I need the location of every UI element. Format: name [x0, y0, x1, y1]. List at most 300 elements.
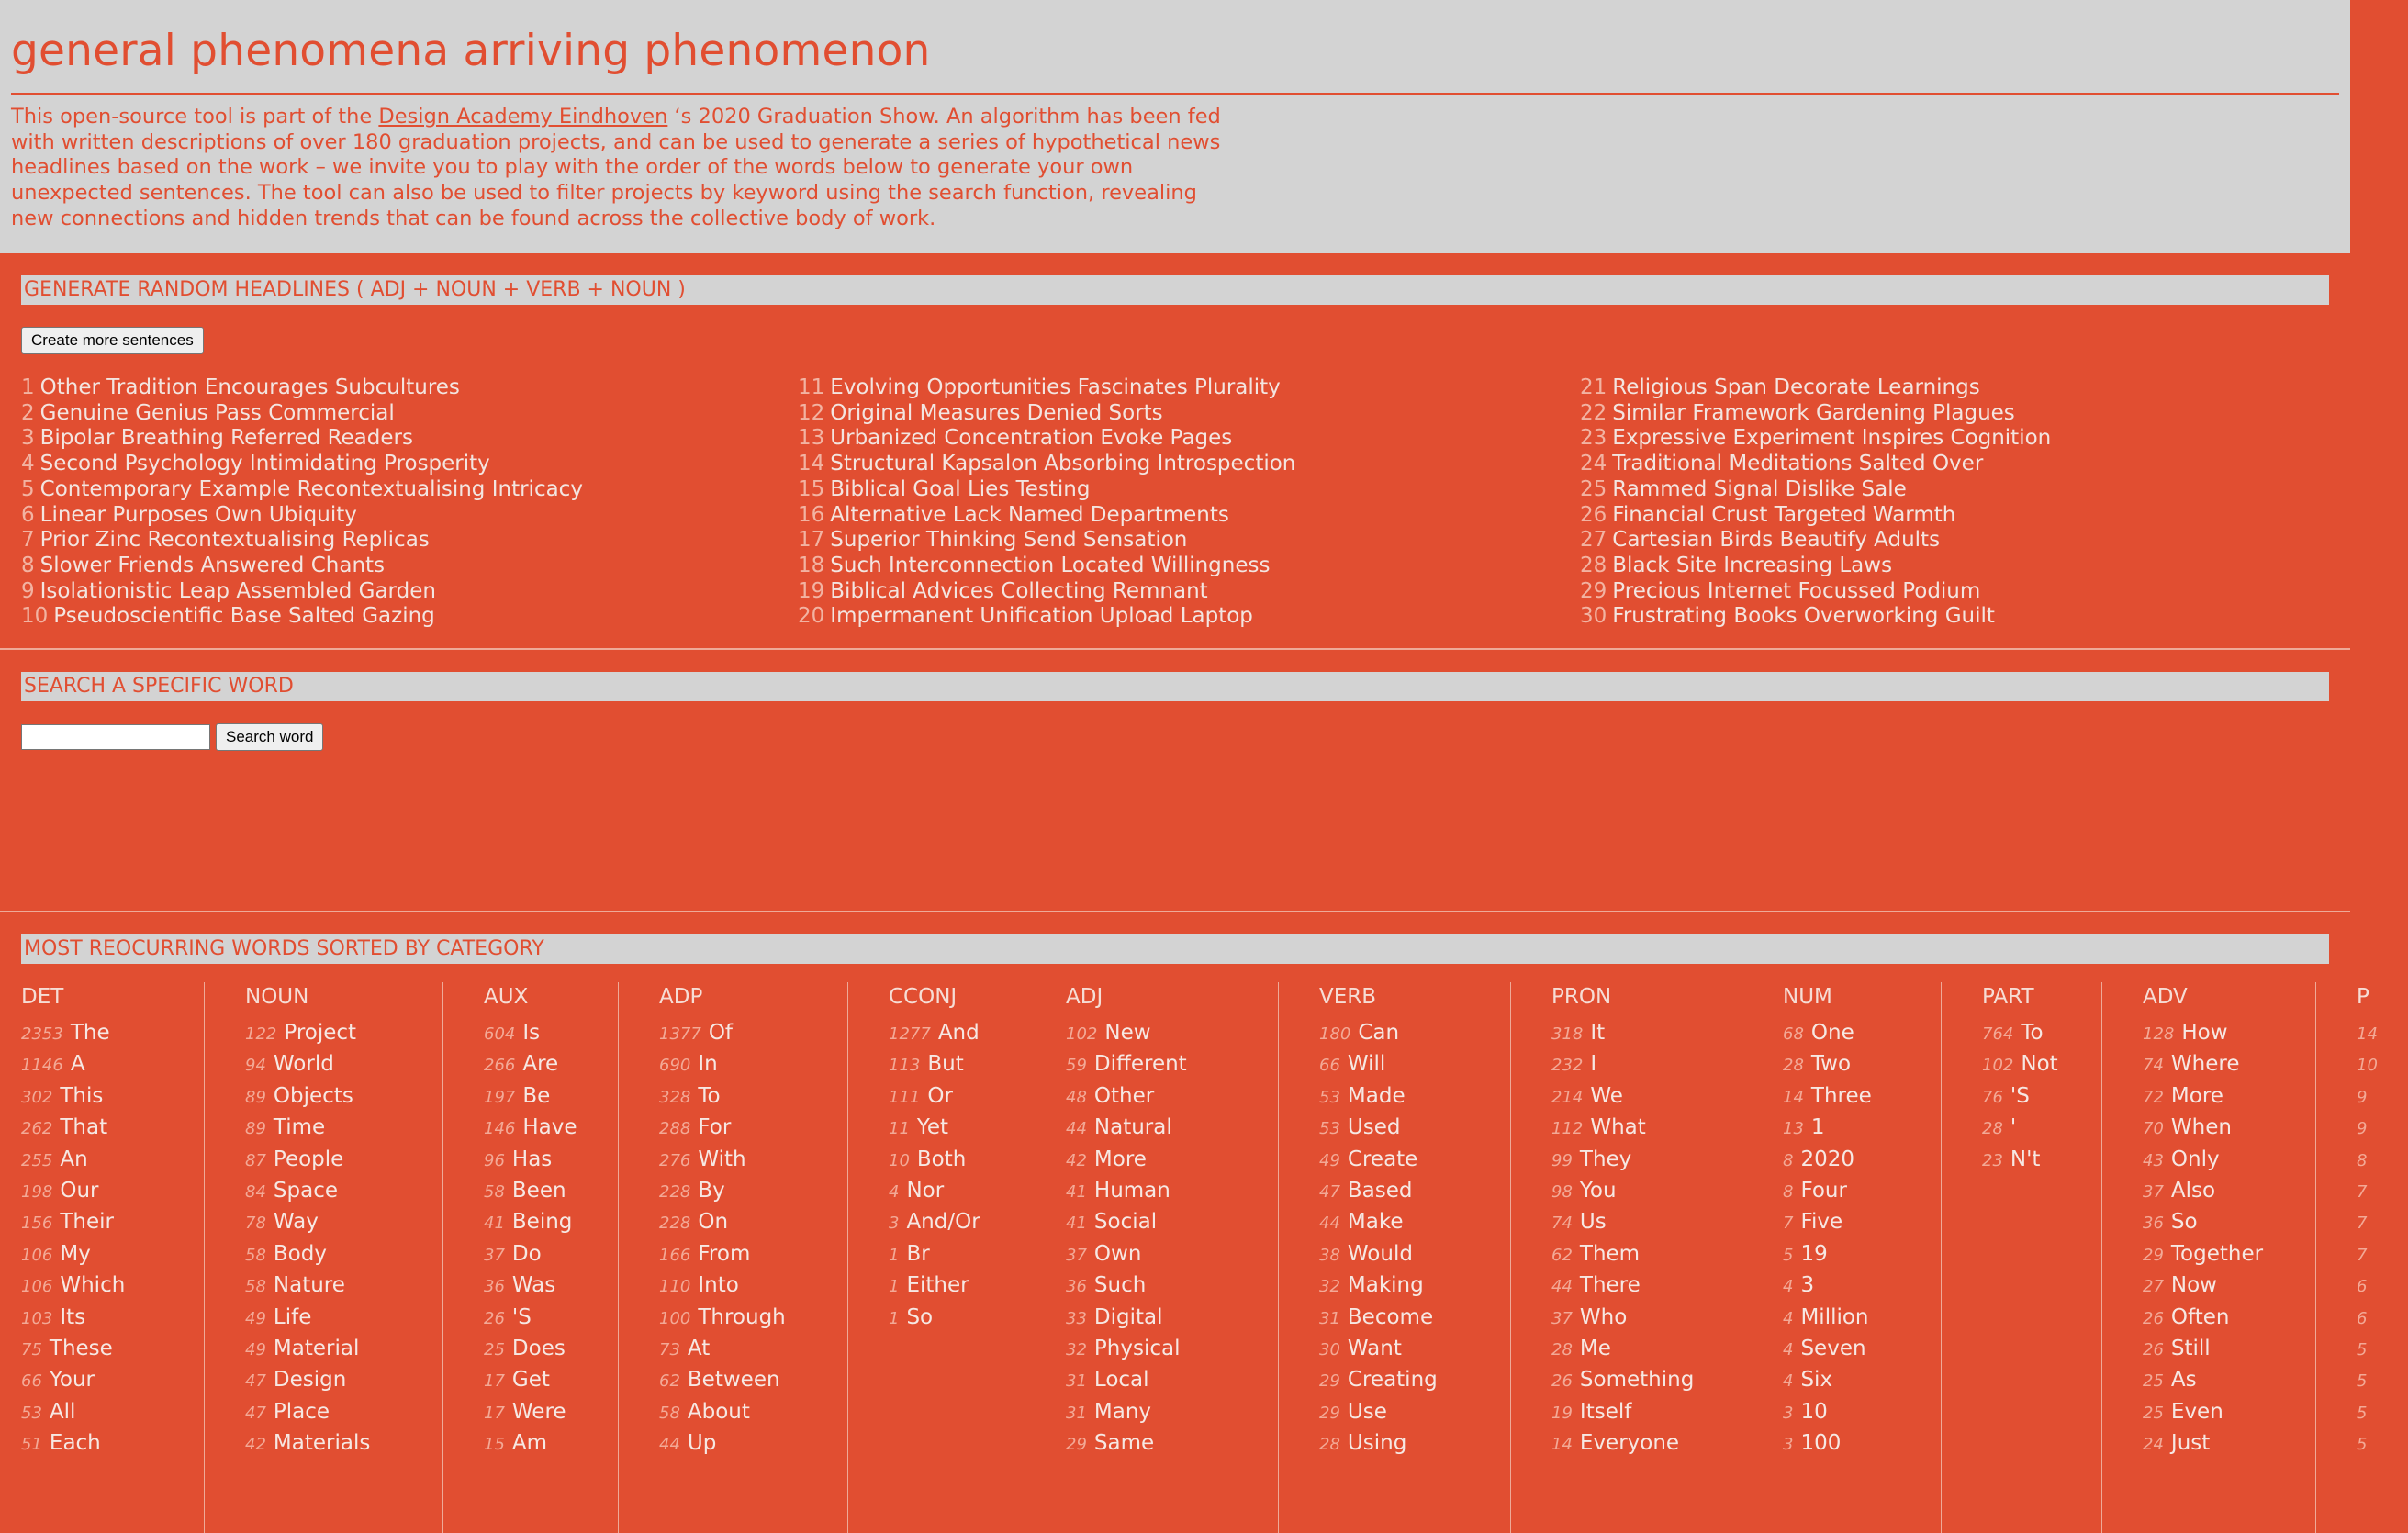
word-item[interactable]: [1319, 1113, 1510, 1144]
word-label: Of: [708, 1021, 734, 1045]
word-item[interactable]: [659, 1176, 847, 1207]
word-label: So: [2170, 1210, 2198, 1235]
word-item[interactable]: [659, 1113, 847, 1144]
word-label: Use: [1347, 1399, 1387, 1424]
headline-item: [798, 426, 1580, 452]
word-item[interactable]: [245, 1176, 442, 1207]
word-item[interactable]: [2143, 1145, 2315, 1176]
word-count: 32: [1319, 1277, 1340, 1297]
word-count: 10: [889, 1150, 910, 1170]
word-label: For: [698, 1115, 732, 1140]
headline-text: Black Site Increasing Laws: [1612, 553, 1893, 577]
word-count: 94: [245, 1056, 266, 1076]
word-count: 318: [1551, 1024, 1584, 1044]
word-item[interactable]: [1066, 1428, 1278, 1460]
word-item[interactable]: [659, 1428, 847, 1460]
word-item[interactable]: [659, 1145, 847, 1176]
word-label: Br: [906, 1241, 930, 1266]
word-label: Material: [273, 1337, 360, 1361]
word-item[interactable]: [889, 1018, 1025, 1049]
design-academy-link[interactable]: Design Academy Eindhoven: [378, 105, 668, 129]
word-label: One: [1810, 1021, 1854, 1045]
word-item[interactable]: [2357, 1303, 2408, 1334]
word-count: 37: [2143, 1182, 2164, 1203]
word-count: 17: [484, 1371, 505, 1392]
word-item[interactable]: [2143, 1303, 2315, 1334]
word-label: Get: [511, 1368, 550, 1393]
word-label: A: [70, 1052, 85, 1077]
word-item[interactable]: [659, 1334, 847, 1365]
word-item[interactable]: [2143, 1018, 2315, 1049]
word-item[interactable]: [1551, 1113, 1742, 1144]
word-count: 28: [1982, 1119, 2003, 1139]
headline-number: 29: [1580, 578, 1607, 603]
word-item[interactable]: [484, 1334, 618, 1365]
word-item[interactable]: [2143, 1176, 2315, 1207]
word-item[interactable]: [2357, 1176, 2408, 1207]
word-label: Based: [1347, 1179, 1413, 1203]
word-item[interactable]: [1066, 1018, 1278, 1049]
word-item[interactable]: [889, 1270, 1025, 1302]
word-label: Different: [1093, 1052, 1187, 1077]
word-count: 28: [1783, 1056, 1804, 1076]
word-item[interactable]: [1319, 1334, 1510, 1365]
word-item[interactable]: [1319, 1081, 1510, 1113]
word-item[interactable]: [889, 1303, 1025, 1334]
search-input[interactable]: [21, 724, 210, 750]
word-count: 96: [484, 1150, 505, 1170]
word-item[interactable]: [484, 1428, 618, 1460]
headline-text: Evolving Opportunities Fascinates Plurality: [830, 375, 1281, 399]
word-item[interactable]: [484, 1081, 618, 1113]
word-count: 30: [1319, 1340, 1340, 1360]
word-count: 42: [1066, 1150, 1087, 1170]
word-label: We: [1590, 1083, 1623, 1108]
word-item[interactable]: [1783, 1018, 1941, 1049]
word-item[interactable]: [659, 1018, 847, 1049]
headline-number: 20: [798, 604, 825, 629]
word-item[interactable]: [1319, 1428, 1510, 1460]
word-label: Make: [1347, 1210, 1404, 1235]
word-item[interactable]: [484, 1365, 618, 1396]
word-item[interactable]: [1982, 1113, 2101, 1144]
word-item[interactable]: [245, 1081, 442, 1113]
word-item[interactable]: [1783, 1176, 1941, 1207]
word-item[interactable]: [1319, 1239, 1510, 1270]
word-item[interactable]: [1551, 1397, 1742, 1428]
word-count: 156: [21, 1214, 53, 1234]
word-item[interactable]: [2143, 1428, 2315, 1460]
word-item[interactable]: [1319, 1397, 1510, 1428]
word-item[interactable]: [2143, 1334, 2315, 1365]
word-label: Digital: [1093, 1304, 1163, 1329]
word-item[interactable]: [2357, 1365, 2408, 1396]
word-count: 73: [659, 1340, 680, 1360]
word-item[interactable]: [1319, 1270, 1510, 1302]
word-item[interactable]: [21, 1113, 204, 1144]
word-item[interactable]: [21, 1207, 204, 1238]
word-item[interactable]: [1551, 1239, 1742, 1270]
word-item[interactable]: [1783, 1397, 1941, 1428]
word-item[interactable]: [1783, 1145, 1941, 1176]
word-count: 70: [2143, 1119, 2164, 1139]
word-label: When: [2170, 1115, 2232, 1140]
word-item[interactable]: [1982, 1145, 2101, 1176]
word-item[interactable]: [2143, 1239, 2315, 1270]
word-item[interactable]: [1783, 1365, 1941, 1396]
headline-text: Alternative Lack Named Departments: [830, 502, 1229, 527]
word-count: 197: [484, 1087, 516, 1107]
word-item[interactable]: [889, 1207, 1025, 1238]
word-count: 228: [659, 1214, 691, 1234]
word-count: 25: [2143, 1371, 2164, 1392]
word-count: 47: [245, 1371, 266, 1392]
word-label: Social: [1093, 1210, 1158, 1235]
word-item[interactable]: [1551, 1018, 1742, 1049]
word-count: 7: [2357, 1214, 2368, 1234]
word-item[interactable]: [2357, 1334, 2408, 1365]
word-item[interactable]: [245, 1428, 442, 1460]
word-item[interactable]: [21, 1176, 204, 1207]
word-item[interactable]: [21, 1081, 204, 1113]
word-item[interactable]: [21, 1145, 204, 1176]
word-count: 5: [2357, 1340, 2368, 1360]
word-item[interactable]: [2357, 1145, 2408, 1176]
word-item[interactable]: [1319, 1176, 1510, 1207]
word-label: Which: [60, 1273, 126, 1298]
word-item[interactable]: [1319, 1207, 1510, 1238]
word-label: Together: [2170, 1241, 2264, 1266]
word-item[interactable]: [1783, 1270, 1941, 1302]
word-count: 74: [1551, 1214, 1573, 1234]
word-item[interactable]: [1982, 1049, 2101, 1080]
word-item[interactable]: [889, 1113, 1025, 1144]
word-item[interactable]: [1982, 1081, 2101, 1113]
word-item[interactable]: [2143, 1270, 2315, 1302]
word-count: 110: [659, 1277, 691, 1297]
word-label: There: [1579, 1273, 1641, 1298]
word-item[interactable]: [1066, 1176, 1278, 1207]
word-item[interactable]: [484, 1018, 618, 1049]
headline-item: [798, 554, 1580, 579]
word-label: Also: [2170, 1179, 2216, 1203]
headline-number: 3: [21, 426, 35, 451]
word-item[interactable]: [21, 1018, 204, 1049]
search-word-button[interactable]: Search word: [216, 723, 323, 751]
word-item[interactable]: [1783, 1207, 1941, 1238]
word-item[interactable]: [1551, 1081, 1742, 1113]
word-label: Life: [273, 1304, 312, 1329]
word-item[interactable]: [1066, 1145, 1278, 1176]
word-item[interactable]: [2357, 1049, 2408, 1080]
headline-item: [798, 579, 1580, 605]
word-label: Through: [698, 1304, 786, 1329]
word-label: Six: [1800, 1368, 1833, 1393]
word-label: Does: [511, 1337, 566, 1361]
word-label: Natural: [1093, 1115, 1172, 1140]
word-item[interactable]: [1066, 1397, 1278, 1428]
word-label: Still: [2170, 1337, 2211, 1361]
word-item[interactable]: [1551, 1428, 1742, 1460]
word-item[interactable]: [21, 1270, 204, 1302]
word-item[interactable]: [245, 1303, 442, 1334]
headline-column: [1580, 375, 2314, 630]
word-count: 5: [2357, 1371, 2368, 1392]
word-label: So: [906, 1304, 934, 1329]
word-label: Only: [2170, 1147, 2220, 1171]
word-item[interactable]: [2143, 1113, 2315, 1144]
word-label: Between: [687, 1368, 780, 1393]
headline-number: 7: [21, 528, 35, 553]
word-item[interactable]: [1551, 1365, 1742, 1396]
headline-item: [1580, 604, 2314, 630]
word-count: 122: [245, 1024, 277, 1044]
word-count: 262: [21, 1119, 53, 1139]
word-count: 4: [1783, 1277, 1794, 1297]
word-count: 31: [1066, 1403, 1087, 1423]
headline-text: Expressive Experiment Inspires Cognition: [1612, 426, 2052, 451]
word-label: With: [698, 1147, 746, 1171]
word-item[interactable]: [484, 1239, 618, 1270]
word-item[interactable]: [1783, 1428, 1941, 1460]
word-item[interactable]: [659, 1365, 847, 1396]
category-column-verb: [1279, 982, 1511, 1533]
word-label: The: [70, 1021, 110, 1045]
word-item[interactable]: [889, 1176, 1025, 1207]
headline-text: Original Measures Denied Sorts: [830, 400, 1163, 425]
word-count: 23: [1982, 1150, 2003, 1170]
word-count: 87: [245, 1150, 266, 1170]
word-item[interactable]: [21, 1303, 204, 1334]
word-item[interactable]: [245, 1239, 442, 1270]
word-item[interactable]: [1551, 1303, 1742, 1334]
headline-text: Religious Span Decorate Learnings: [1612, 375, 1980, 399]
create-sentences-button[interactable]: Create more sentences: [21, 327, 204, 354]
word-count: 53: [1319, 1119, 1340, 1139]
word-label: Local: [1093, 1368, 1149, 1393]
word-item[interactable]: [2143, 1081, 2315, 1113]
headline-item: [1580, 503, 2314, 529]
headline-number: 19: [798, 578, 825, 603]
word-count: 1146: [21, 1056, 63, 1076]
word-count: 13: [1783, 1119, 1804, 1139]
word-item[interactable]: [2143, 1207, 2315, 1238]
headline-item: [1580, 401, 2314, 427]
word-label: This: [60, 1083, 104, 1108]
word-item[interactable]: [1066, 1303, 1278, 1334]
word-item[interactable]: [1066, 1207, 1278, 1238]
word-label: 3: [1800, 1273, 1815, 1298]
word-item[interactable]: [1319, 1365, 1510, 1396]
word-item[interactable]: [21, 1428, 204, 1460]
word-count: 302: [21, 1087, 53, 1107]
word-item[interactable]: [2357, 1018, 2408, 1049]
header-panel: [0, 0, 2350, 253]
word-count: 74: [2143, 1056, 2164, 1076]
word-item[interactable]: [1551, 1270, 1742, 1302]
word-item[interactable]: [2143, 1049, 2315, 1080]
word-item[interactable]: [21, 1239, 204, 1270]
word-item[interactable]: [1066, 1365, 1278, 1396]
word-item[interactable]: [2357, 1113, 2408, 1144]
word-item[interactable]: [659, 1303, 847, 1334]
headline-number: 13: [798, 426, 825, 451]
word-item[interactable]: [21, 1334, 204, 1365]
word-label: Everyone: [1579, 1431, 1680, 1456]
word-item[interactable]: [1783, 1239, 1941, 1270]
word-item[interactable]: [1982, 1018, 2101, 1049]
headline-text: Cartesian Birds Beautify Adults: [1612, 528, 1941, 553]
word-count: 255: [21, 1150, 53, 1170]
headline-item: [21, 401, 798, 427]
word-count: 5: [2357, 1435, 2368, 1455]
headline-text: Linear Purposes Own Ubiquity: [39, 502, 357, 527]
word-label: Either: [906, 1273, 969, 1298]
word-label: Such: [1093, 1273, 1147, 1298]
word-item[interactable]: [1066, 1049, 1278, 1080]
word-count: 49: [245, 1340, 266, 1360]
word-count: 111: [889, 1087, 921, 1107]
word-label: Physical: [1093, 1337, 1181, 1361]
headline-number: 24: [1580, 452, 1607, 476]
word-label: From: [698, 1241, 751, 1266]
word-item[interactable]: [245, 1049, 442, 1080]
word-label: Human: [1093, 1179, 1170, 1203]
word-item[interactable]: [1783, 1113, 1941, 1144]
word-item[interactable]: [484, 1145, 618, 1176]
word-count: 214: [1551, 1087, 1584, 1107]
word-item[interactable]: [2357, 1081, 2408, 1113]
word-item[interactable]: [1319, 1049, 1510, 1080]
headline-item: [1580, 579, 2314, 605]
word-count: 26: [2143, 1340, 2164, 1360]
word-item[interactable]: [2357, 1239, 2408, 1270]
word-item[interactable]: [484, 1303, 618, 1334]
word-item[interactable]: [1783, 1303, 1941, 1334]
word-label: Seven: [1800, 1337, 1866, 1361]
headline-number: 12: [798, 400, 825, 425]
word-label: Up: [687, 1431, 717, 1456]
word-item[interactable]: [1066, 1081, 1278, 1113]
headline-item: [1580, 426, 2314, 452]
word-item[interactable]: [1783, 1081, 1941, 1113]
word-item[interactable]: [245, 1207, 442, 1238]
word-item[interactable]: [1319, 1145, 1510, 1176]
word-count: 76: [1982, 1087, 2003, 1107]
headline-text: Bipolar Breathing Referred Readers: [39, 426, 413, 451]
word-item[interactable]: [889, 1145, 1025, 1176]
word-item[interactable]: [245, 1018, 442, 1049]
word-item[interactable]: [21, 1365, 204, 1396]
word-item[interactable]: [484, 1397, 618, 1428]
word-item[interactable]: [1551, 1049, 1742, 1080]
word-item[interactable]: [1066, 1334, 1278, 1365]
word-item[interactable]: [1551, 1145, 1742, 1176]
word-item[interactable]: [245, 1270, 442, 1302]
category-name: AUX: [484, 985, 529, 1009]
word-item[interactable]: [245, 1113, 442, 1144]
word-item[interactable]: [245, 1334, 442, 1365]
word-item[interactable]: [1551, 1334, 1742, 1365]
word-item[interactable]: [2357, 1428, 2408, 1460]
category-columns: [21, 982, 2378, 1533]
word-item[interactable]: [484, 1113, 618, 1144]
headline-text: Similar Framework Gardening Plagues: [1612, 400, 2015, 425]
word-item[interactable]: [1551, 1207, 1742, 1238]
category-column-det: [21, 982, 205, 1533]
word-label: Objects: [273, 1083, 353, 1108]
word-item[interactable]: [2357, 1270, 2408, 1302]
word-item[interactable]: [484, 1176, 618, 1207]
word-item[interactable]: [245, 1145, 442, 1176]
word-count: 10: [2357, 1056, 2378, 1076]
word-item[interactable]: [2357, 1207, 2408, 1238]
word-item[interactable]: [484, 1049, 618, 1080]
word-count: 68: [1783, 1024, 1804, 1044]
word-item[interactable]: [1319, 1303, 1510, 1334]
word-count: 128: [2143, 1024, 2175, 1044]
word-item[interactable]: [1783, 1049, 1941, 1080]
word-label: Been: [511, 1179, 566, 1203]
word-count: 288: [659, 1119, 691, 1139]
headline-number: 5: [21, 476, 35, 501]
word-label: Will: [1347, 1052, 1386, 1077]
word-item[interactable]: [659, 1049, 847, 1080]
word-label: By: [698, 1179, 725, 1203]
word-item[interactable]: [245, 1397, 442, 1428]
word-count: 24: [2143, 1435, 2164, 1455]
word-count: 37: [1066, 1245, 1087, 1265]
word-item[interactable]: [659, 1081, 847, 1113]
word-item[interactable]: [659, 1397, 847, 1428]
word-item[interactable]: [659, 1270, 847, 1302]
word-label: World: [273, 1052, 334, 1077]
word-item[interactable]: [2143, 1365, 2315, 1396]
word-item[interactable]: [1066, 1270, 1278, 1302]
headline-item: [21, 604, 798, 630]
word-count: 690: [659, 1056, 691, 1076]
word-item[interactable]: [484, 1207, 618, 1238]
word-label: Using: [1347, 1431, 1407, 1456]
word-item[interactable]: [2143, 1397, 2315, 1428]
word-item[interactable]: [2357, 1397, 2408, 1428]
word-item[interactable]: [484, 1270, 618, 1302]
word-label: People: [273, 1147, 344, 1171]
word-count: 8: [1783, 1150, 1794, 1170]
word-item[interactable]: [889, 1049, 1025, 1080]
category-name: P: [2357, 985, 2369, 1009]
word-label: Just: [2170, 1431, 2211, 1456]
word-item[interactable]: [1551, 1176, 1742, 1207]
word-item[interactable]: [21, 1049, 204, 1080]
word-item[interactable]: [1319, 1018, 1510, 1049]
word-item[interactable]: [889, 1239, 1025, 1270]
word-item[interactable]: [245, 1365, 442, 1396]
word-count: 7: [1783, 1214, 1794, 1234]
word-label: Want: [1347, 1337, 1402, 1361]
word-item[interactable]: [21, 1397, 204, 1428]
word-count: 75: [21, 1340, 42, 1360]
word-item[interactable]: [659, 1239, 847, 1270]
word-item[interactable]: [889, 1081, 1025, 1113]
headline-item: [21, 554, 798, 579]
word-item[interactable]: [659, 1207, 847, 1238]
word-count: 72: [2143, 1087, 2164, 1107]
word-item[interactable]: [1783, 1334, 1941, 1365]
category-column-noun: [205, 982, 443, 1533]
word-item[interactable]: [1066, 1113, 1278, 1144]
word-item[interactable]: [1066, 1239, 1278, 1270]
